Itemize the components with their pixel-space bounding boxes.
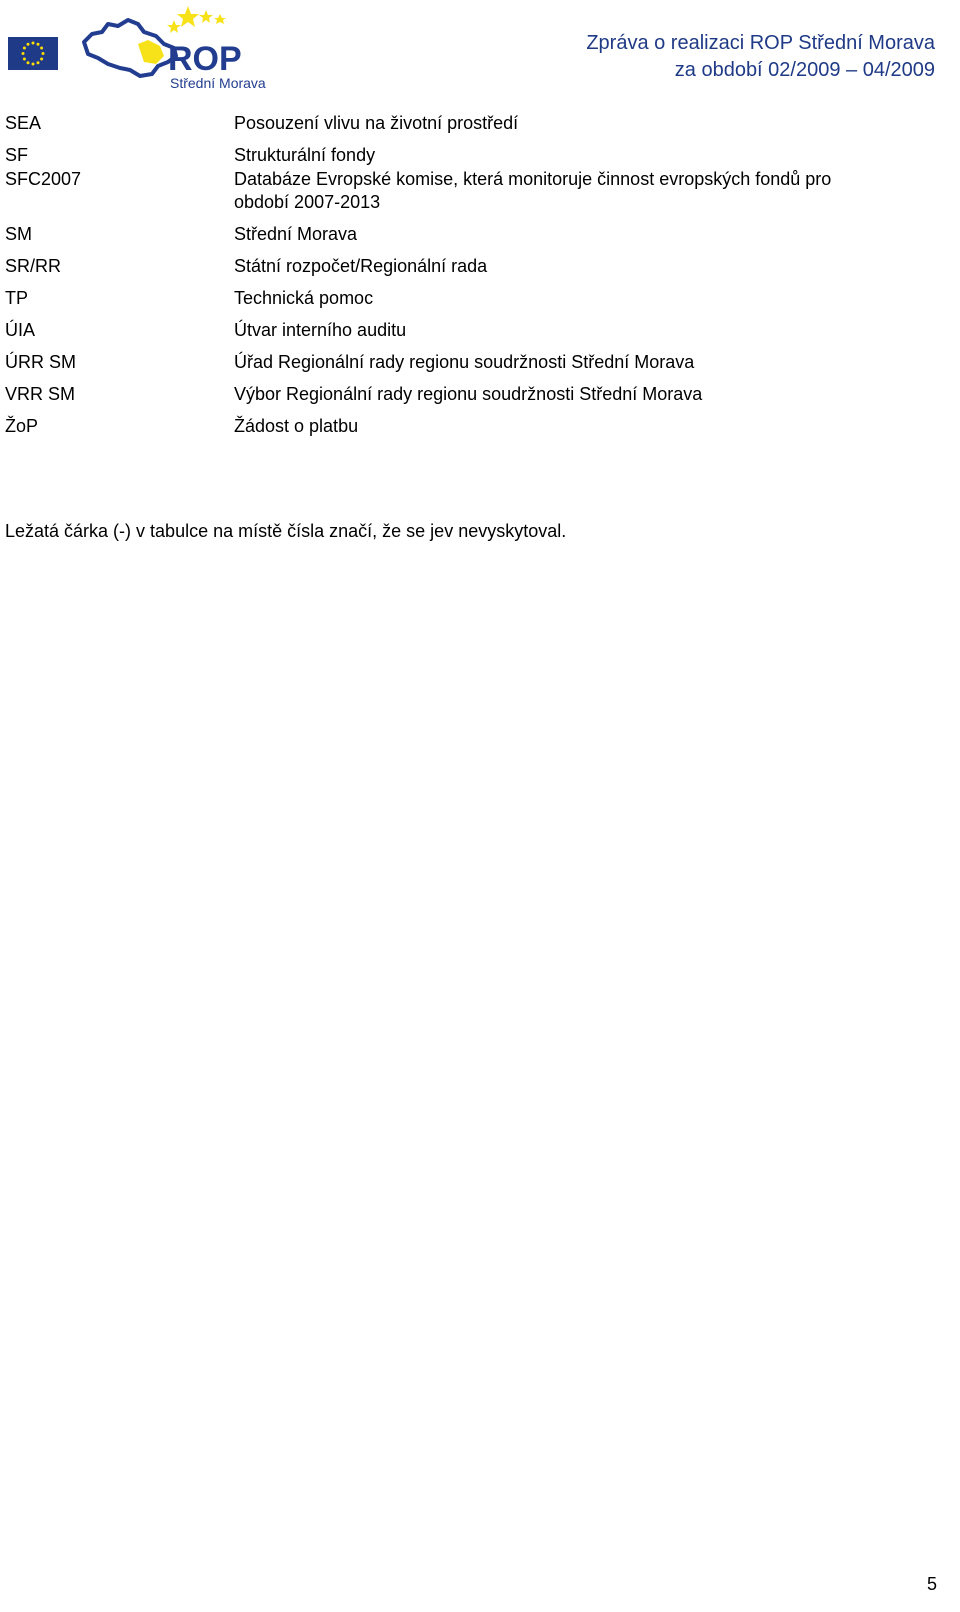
abbreviation-key: ÚRR SM xyxy=(5,352,76,372)
abbreviation-table xyxy=(5,108,905,443)
abbreviation-value: Útvar interního auditu xyxy=(234,320,407,340)
abbreviation-key: SEA xyxy=(5,113,42,133)
svg-text:Střední Morava: Střední Morava xyxy=(170,75,266,91)
abbreviation-key: ŽoP xyxy=(5,416,39,436)
report-title-line2: za období 02/2009 – 04/2009 xyxy=(674,59,935,81)
page-number: 5 xyxy=(926,1574,937,1594)
report-title xyxy=(586,30,935,84)
table-row xyxy=(5,283,905,315)
table-row xyxy=(5,168,905,219)
abbreviation-key: SR/RR xyxy=(5,256,62,276)
abbreviation-value: Strukturální fondy xyxy=(234,145,376,165)
table-row xyxy=(5,140,905,168)
rop-logo-icon xyxy=(78,4,278,92)
abbreviation-key: VRR SM xyxy=(5,384,76,404)
report-title-line1: Zpráva o realizaci ROP Střední Morava xyxy=(586,32,935,54)
dash-note: Ležatá čárka (-) v tabulce na místě čísla značí, že se jev nevyskytoval. xyxy=(5,521,567,541)
table-row xyxy=(5,411,905,443)
abbreviation-value: Žádost o platbu xyxy=(234,416,359,436)
abbreviation-key: ÚIA xyxy=(5,320,36,340)
abbreviation-value: Střední Morava xyxy=(234,224,358,244)
svg-text:ROP: ROP xyxy=(168,40,242,78)
abbreviation-value: Technická pomoc xyxy=(234,288,374,308)
abbreviation-value: Posouzení vlivu na životní prostředí xyxy=(234,113,519,133)
table-row xyxy=(5,379,905,411)
rop-logo xyxy=(78,4,278,92)
abbreviation-value: Databáze Evropské komise, která monitoruje činnost evropských fondů pro období 2007-2013 xyxy=(234,169,832,212)
table-row xyxy=(5,315,905,347)
page-header xyxy=(0,0,960,100)
abbreviation-key: SF xyxy=(5,145,29,165)
abbreviation-value: Výbor Regionální rady regionu soudržnosti Střední Morava xyxy=(234,384,703,404)
abbreviation-value: Úřad Regionální rady regionu soudržnosti Střední Morava xyxy=(234,352,695,372)
table-row xyxy=(5,251,905,283)
table-row xyxy=(5,347,905,379)
abbreviation-key: SM xyxy=(5,224,32,244)
table-row xyxy=(5,219,905,251)
eu-flag-icon xyxy=(8,37,58,70)
abbreviation-key: TP xyxy=(5,288,29,308)
table-row xyxy=(5,108,905,140)
abbreviation-value: Státní rozpočet/Regionální rada xyxy=(234,256,488,276)
abbreviation-key: SFC2007 xyxy=(5,169,82,189)
